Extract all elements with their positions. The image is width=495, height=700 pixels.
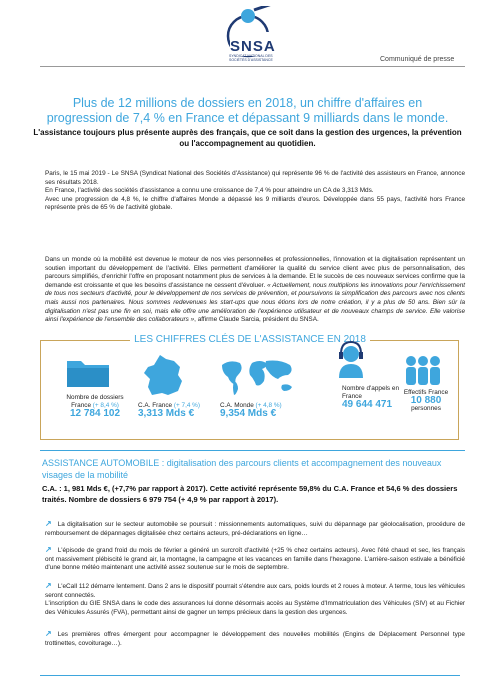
section-title: ASSISTANCE AUTOMOBILE : digitalisation des parcours clients et accompagnement des nouveaux visages de la mobilité	[42, 458, 442, 480]
context-paragraph: Dans un monde où la mobilité est devenue le moteur de nos vies personnelles et professionnelles, l'innovation et la digitalisation représentent un soutien important du développement de l'activité. Elles permettent d'améliorer la qualité du service client avec plus de personnalisation, des parcours simplifiés, d'enrichir l'offre en proposant notamment plus de services à la demande. Et le succès de ces nouveaux services confirme que la demande est croissante et que les besoins d'assistance ne cessent d'évoluer. « Actuellement, nous multiplions les innovations pour l'enrichissement de tous nos secteurs d'activité, pour le développement de nos services de prévention, et poursuivons la simplification des parcours avec nos clients mais aussi nos partenaires. Nous sommes redevenues les start-ups que nous étions lors de notre création, il y a plus de 50 ans. Bien sûr la digitalisation n'est pas une fin en soi, mais elle offre une amélioration de l'expérience utilisateur et de nouveaux champs de service. Elle valorise ainsi l'expérience de l'ensemble des collaborateurs », affirme Claude Sarcia, président du SNSA.	[45, 256, 466, 324]
intro-paragraph: Paris, le 15 mai 2019 - Le SNSA (Syndicat National des Sociétés d'Assistance) qui représente 96 % de l'activité des assisteurs en France, annonce ses résultats 2018. En France, l'activité des sociétés d'assistance a connu une croissance de 7,4 % pour atteindre un CA de 3,313 Mds. Avec une progression de 4,8 %, le chiffre d'affaires Monde a dépassé les 9 milliards d'euros. Développée dans 55 pays, l'activité hors France représente près de 65 % de l'activité globale.	[45, 170, 465, 212]
arrow-icon: ↗	[45, 545, 52, 554]
stat-staff: Effectifs France 10 880 personnes	[403, 389, 449, 412]
header-rule	[40, 66, 465, 67]
key-figures-title: LES CHIFFRES CLÉS DE L'ASSISTANCE EN 2018	[130, 334, 370, 345]
stat-files: Nombre de dossiers France (+ 8,4 %) 12 784 102	[66, 394, 124, 419]
world-map-icon	[218, 357, 298, 397]
subtitle: L'assistance toujours plus présente auprès des français, que ce soit dans la gestion des urgences, la prévention ou l'accompagnement au quotidien.	[33, 128, 462, 148]
arrow-icon: ↗	[45, 581, 52, 590]
bullet-weather: ↗ L'épisode de grand froid du mois de février a généré un surcroît d'activité (+25 % chez certains acteurs). Avec l'été chaud et sec, les français ont massivement plébiscité le grand air, la montagne, la campagne et les vacances en famille dans l'hexagone. L'arrière-saison estivale a bénéficié d'une bonne météo maintenant une activité assez soutenue sur le mois de septembre.	[45, 545, 465, 572]
section-ca: C.A. : 1, 981 Mds €, (+7,7% par rapport à 2017). Cette activité représente 59,8% du C.A. France et 54,6 % des dossiers traités. Nombre de dossiers 6 979 754 (+ 4,9 % par rapport à 2017).	[42, 484, 458, 504]
section-rule	[40, 450, 465, 451]
france-map-icon	[140, 353, 184, 397]
bullet-mobility: ↗ Les premières offres émergent pour accompagner le développement des nouvelles mobilités (Engins de Déplacement Personnel type trottinettes, covoiturage…).	[45, 629, 465, 647]
press-release-label: Communiqué de presse	[380, 56, 455, 63]
stat-ca-france: C.A. France (+ 7,4 %) 3,313 Mds €	[138, 402, 200, 419]
folder-icon	[65, 357, 111, 389]
quote: « Actuellement, nous multiplions les innovations pour l'enrichissement de tous nos secteurs d'activité, pour le développement de nos services de prévention, et poursuivons la simplification des parcours avec nos clients mais aussi nos partenaires. Nous sommes redevenues les start-ups que nous étions lors de notre création, il y a plus de 50 ans. Bien sûr la digitalisation n'est pas une fin en soi, mais elle offre une amélioration de l'expérience utilisateur et de nouveaux champs de service. Elle valorise ainsi l'expérience de l'ensemble des collaborateurs »	[45, 281, 466, 324]
logo-wordmark: SNSA	[230, 38, 276, 55]
bullet-digitalisation: ↗ La digitalisation sur le secteur automobile se poursuit : missionnements automatiques, suivi du dépannage par géolocalisation, procédure de remboursement de dépannages digitalisée chez certains acteurs, pré-déclarations en ligne…	[45, 519, 465, 537]
stat-ca-world: C.A. Monde (+ 4,8 %) 9,354 Mds €	[220, 402, 282, 419]
main-title: Plus de 12 millions de dossiers en 2018, un chiffre d'affaires en progression de 7,4 % en France et dépassant 9 milliards dans le monde.	[46, 96, 449, 125]
footer-rule	[40, 675, 460, 676]
stat-calls: Nombre d'appels en France 49 644 471	[342, 385, 399, 410]
arrow-icon: ↗	[45, 629, 52, 638]
people-icon	[403, 355, 443, 387]
logo-subtitle: SYNDICAT NATIONAL DES SOCIÉTÉS D'ASSISTANCE	[229, 54, 273, 62]
arrow-icon: ↗	[45, 519, 52, 528]
headset-icon	[333, 340, 369, 378]
bullet-ecall: ↗ L'eCall 112 démarre lentement. Dans 2 ans le dispositif pourrait s'étendre aux cars, poids lourds et 2 roues à moteur. A terme, tous les véhicules seront connectés. L'inscription du GIE SNSA dans le code des assurances lui donne désormais accès au Système d'Immatriculation des Véhicules (SIV) et au Fichier des Véhicules Assurés (FVA), permettant ainsi de gagner un temps précieux dans la gestion des urgences.	[45, 581, 465, 616]
